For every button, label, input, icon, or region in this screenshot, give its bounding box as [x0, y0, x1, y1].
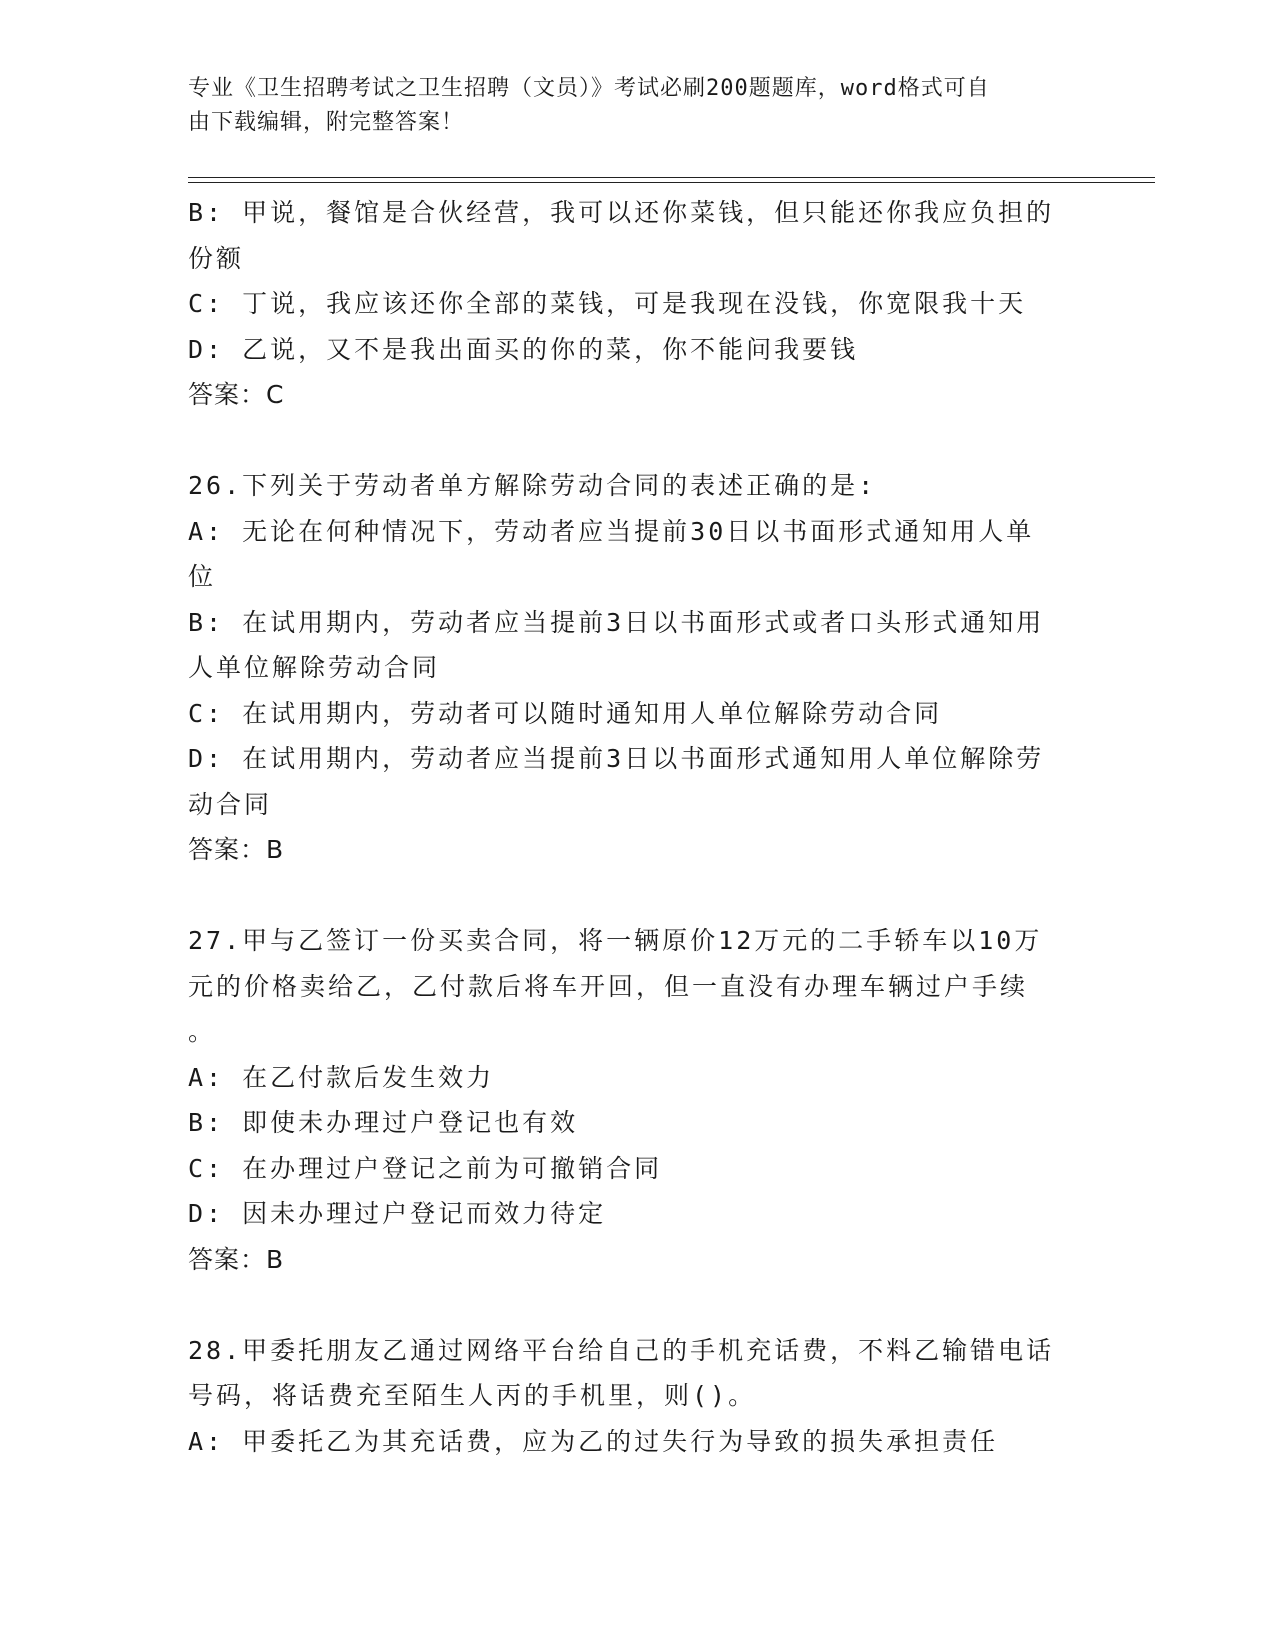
header-line-1: 专业《卫生招聘考试之卫生招聘（文员）》考试必刷200题题库，word格式可自	[188, 76, 990, 101]
answer: 答案：B	[188, 835, 285, 864]
document-header	[188, 72, 1068, 140]
header-line-2: 由下载编辑，附完整答案！	[188, 110, 465, 135]
option-a: A: 在乙付款后发生效力	[188, 1062, 495, 1092]
option-d: D: 因未办理过户登记而效力待定	[188, 1199, 607, 1228]
answer: 答案：C	[188, 380, 285, 409]
option-d: D: 乙说，又不是我出面买的你的菜，你不能问我要钱	[188, 334, 859, 364]
option-b-line-1: B: 在试用期内，劳动者应当提前3日以书面形式或者口头形式通知用	[188, 607, 1045, 637]
question-28	[188, 1328, 1078, 1465]
spacer	[188, 418, 1078, 464]
question-stem: 26.下列关于劳动者单方解除劳动合同的表述正确的是:	[188, 471, 877, 500]
question-25-continuation	[188, 190, 1078, 418]
option-b-line-2: 人单位解除劳动合同	[188, 653, 441, 682]
option-b: B: 即使未办理过户登记也有效	[188, 1108, 579, 1137]
question-stem-line-1: 27.甲与乙签订一份买卖合同，将一辆原价12万元的二手轿车以10万	[188, 926, 1043, 955]
option-c: C: 丁说，我应该还你全部的菜钱，可是我现在没钱，你宽限我十天	[188, 289, 1027, 318]
header-divider-bottom	[188, 182, 1155, 183]
question-stem-line-2: 元的价格卖给乙，乙付款后将车开回，但一直没有办理车辆过户手续	[188, 971, 1029, 1001]
option-a-line-2: 位	[188, 562, 217, 591]
option-c: C: 在办理过户登记之前为可撤销合同	[188, 1153, 663, 1183]
option-d-line-2: 动合同	[188, 789, 273, 819]
option-c: C: 在试用期内，劳动者可以随时通知用人单位解除劳动合同	[188, 698, 943, 728]
answer: 答案：B	[188, 1244, 285, 1274]
question-content	[188, 190, 1078, 1464]
option-b-line-1: B: 甲说，餐馆是合伙经营，我可以还你菜钱，但只能还你我应负担的	[188, 198, 1055, 227]
question-stem-line-3: 。	[188, 1017, 217, 1046]
question-stem-line-1: 28.甲委托朋友乙通过网络平台给自己的手机充话费，不料乙输错电话	[188, 1335, 1055, 1365]
question-26	[188, 463, 1078, 873]
option-a-line-1: A: 无论在何种情况下，劳动者应当提前30日以书面形式通知用人单	[188, 516, 1035, 546]
question-stem-line-2: 号码，将话费充至陌生人丙的手机里，则()。	[188, 1381, 757, 1410]
spacer	[188, 1282, 1078, 1328]
header-divider-top	[188, 177, 1155, 178]
spacer	[188, 873, 1078, 919]
option-b-line-2: 份额	[188, 243, 245, 273]
option-d-line-1: D: 在试用期内，劳动者应当提前3日以书面形式通知用人单位解除劳	[188, 744, 1045, 773]
option-a: A: 甲委托乙为其充话费，应为乙的过失行为导致的损失承担责任	[188, 1426, 999, 1456]
question-27	[188, 918, 1078, 1282]
